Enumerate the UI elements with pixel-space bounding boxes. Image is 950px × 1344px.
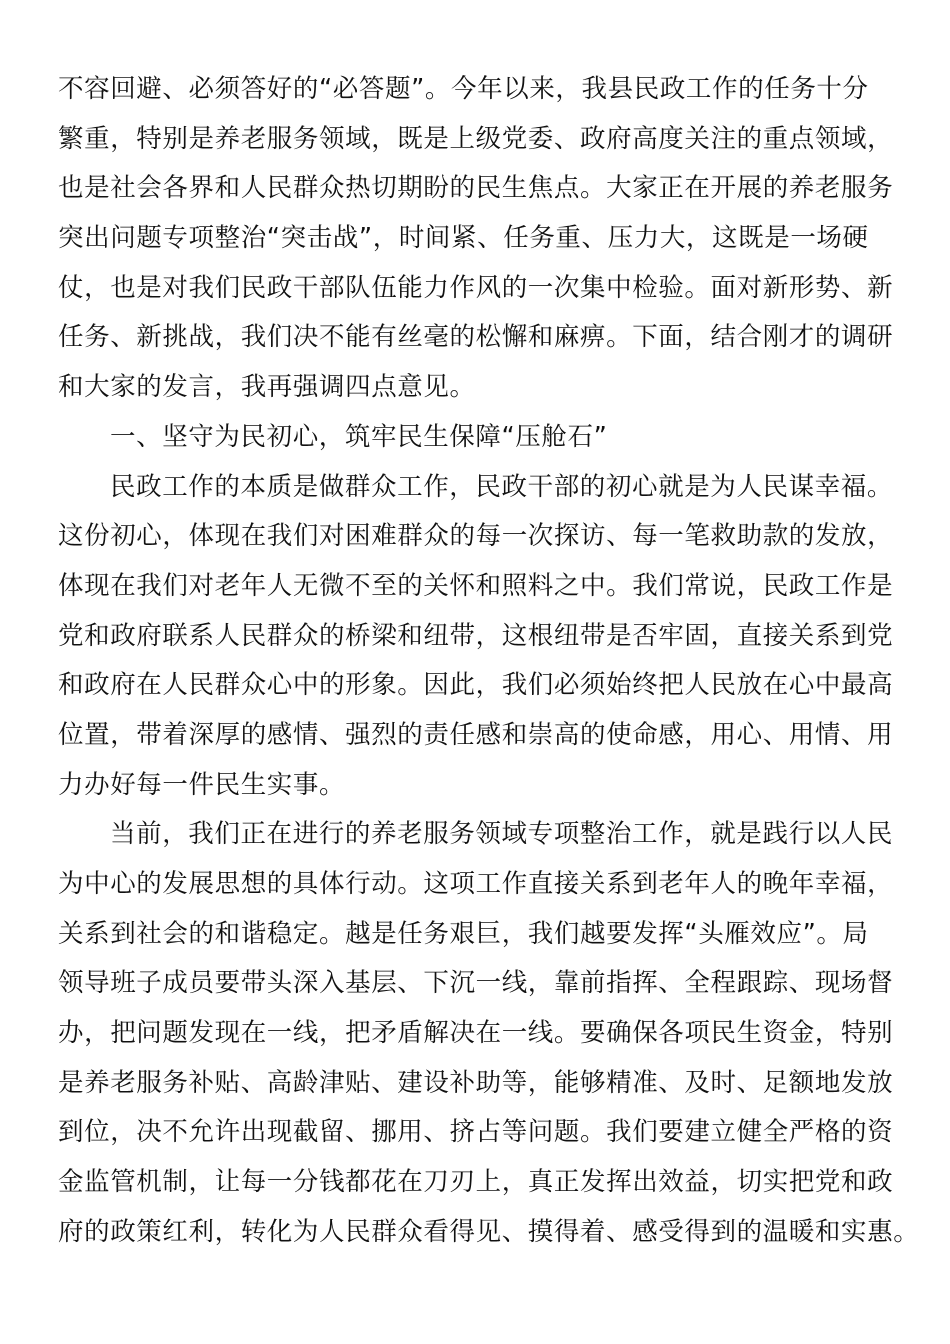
text-line: 仗，也是对我们民政干部队伍能力作风的一次集中检验。面对新形势、新 (58, 272, 894, 303)
text-line: 和大家的发言，我再强调四点意见。 (58, 372, 476, 403)
text-line: 任务、新挑战，我们决不能有丝毫的松懈和麻痹。下面，结合刚才的调研 (58, 322, 894, 353)
text-line: 办，把问题发现在一线，把矛盾解决在一线。要确保各项民生资金，特别 (58, 1018, 894, 1049)
text-line: 是养老服务补贴、高龄津贴、建设补助等，能够精准、及时、足额地发放 (58, 1067, 894, 1098)
paragraph-intro (58, 69, 898, 417)
section-heading (58, 417, 898, 467)
text-line: 为中心的发展思想的具体行动。这项工作直接关系到老年人的晚年幸福， (58, 869, 894, 899)
text-line: 金监管机制，让每一分钱都花在刀刃上，真正发挥出效益，切实把党和政 (58, 1167, 894, 1198)
text-line: 府的政策红利，转化为人民群众看得见、摸得着、感受得到的温暖和实惠。 (58, 1216, 920, 1247)
text-line: 到位，决不允许出现截留、挪用、挤占等问题。我们要建立健全严格的资 (58, 1117, 894, 1148)
text-line: 位置，带着深厚的感情、强烈的责任感和崇高的使命感，用心、用情、用 (58, 719, 894, 750)
paragraph-rectification-work (58, 814, 920, 1261)
document-page (58, 69, 920, 1262)
text-line: 民政工作的本质是做群众工作，民政干部的初心就是为人民谋幸福。 (110, 471, 894, 502)
text-line: 不容回避、必须答好的“必答题”。今年以来，我县民政工作的任务十分 (58, 74, 869, 104)
text-line: 当前，我们正在进行的养老服务领域专项整治工作，就是践行以人民 (110, 819, 894, 850)
text-line: 和政府在人民群众心中的形象。因此，我们必须始终把人民放在心中最高 (58, 670, 894, 701)
text-line: 力办好每一件民生实事。 (58, 769, 346, 800)
text-line: 突出问题专项整治“突击战”，时间紧、任务重、压力大，这既是一场硬 (58, 223, 869, 254)
paragraph-original-aspiration (58, 467, 898, 815)
text-line: 党和政府联系人民群众的桥梁和纽带，这根纽带是否牢固，直接关系到党 (58, 620, 894, 651)
text-line: 领导班子成员要带头深入基层、下沉一线，靠前指挥、全程跟踪、现场督 (58, 968, 894, 999)
text-line: 这份初心，体现在我们对困难群众的每一次探访、每一笔救助款的发放， (58, 521, 894, 552)
text-line: 关系到社会的和谐稳定。越是任务艰巨，我们越要发挥“头雁效应”。局 (58, 918, 869, 949)
text-line: 也是社会各界和人民群众热切期盼的民生焦点。大家正在开展的养老服务 (58, 173, 894, 204)
text-line: 体现在我们对老年人无微不至的关怀和照料之中。我们常说，民政工作是 (58, 570, 894, 601)
heading-text: 一、坚守为民初心，筑牢民生保障“压舱石” (110, 421, 608, 452)
text-line: 繁重，特别是养老服务领域，既是上级党委、政府高度关注的重点领域， (58, 123, 894, 154)
